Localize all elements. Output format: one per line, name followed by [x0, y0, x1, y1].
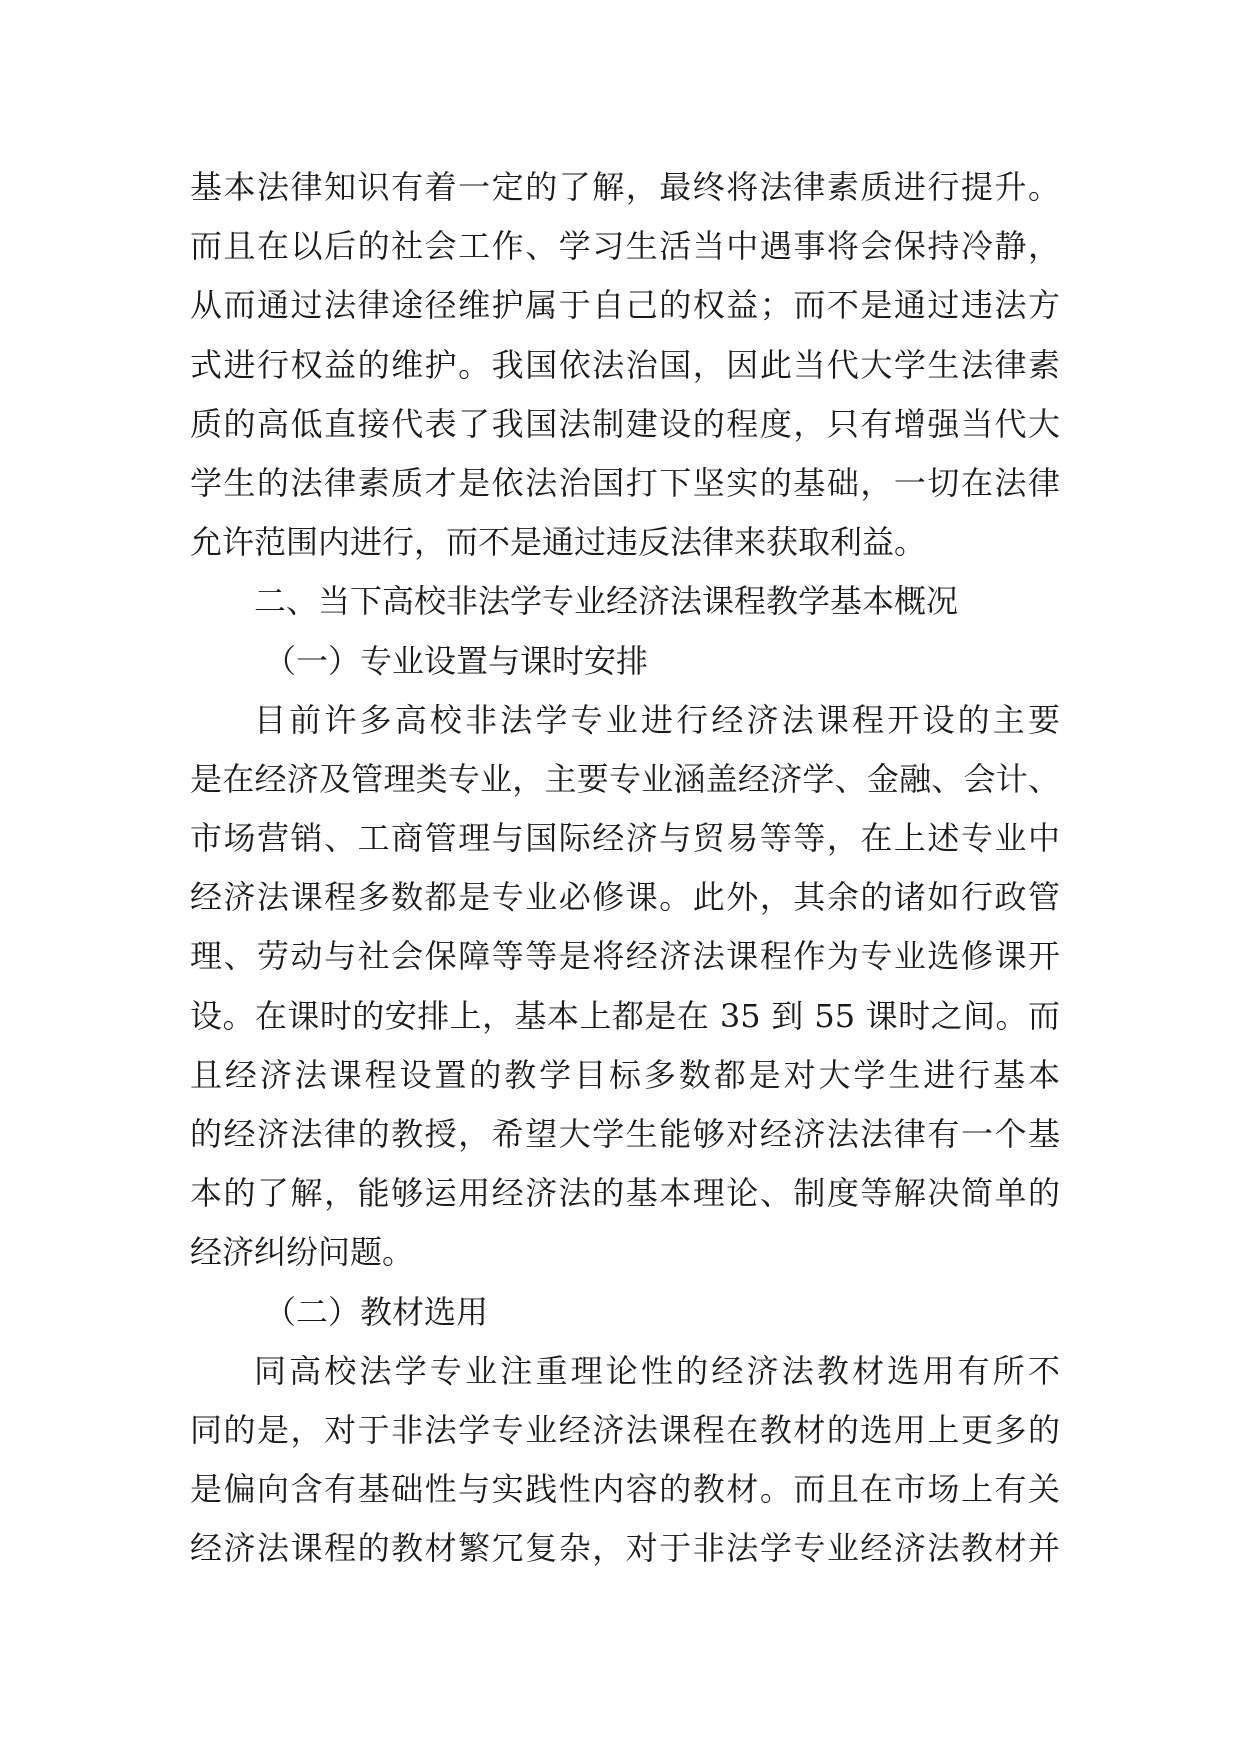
text-line: 是在经济及管理类专业，主要专业涵盖经济学、金融、会计、 — [190, 759, 1060, 798]
text-line: 经济法课程的教材繁冗复杂，对于非法学专业经济法教材并 — [190, 1529, 1060, 1568]
text-line: 是偏向含有基础性与实践性内容的教材。而且在市场上有关 — [190, 1470, 1060, 1509]
text-line: 设。在课时的安排上，基本上都是在 35 到 55 课时之间。而 — [190, 996, 1060, 1035]
text-line: 同高校法学专业注重理论性的经济法教材选用有所不 — [254, 1351, 1060, 1390]
text-line: 市场营销、工商管理与国际经济与贸易等等，在上述专业中 — [190, 819, 1060, 858]
body-text — [190, 158, 1060, 1579]
text-line: 经济法课程多数都是专业必修课。此外，其余的诸如行政管 — [190, 878, 1060, 917]
text-line: 从而通过法律途径维护属于自己的权益；而不是通过违法方 — [190, 286, 1060, 325]
text-line: 式进行权益的维护。我国依法治国，因此当代大学生法律素 — [190, 345, 1060, 384]
text-line: 质的高低直接代表了我国法制建设的程度，只有增强当代大 — [190, 404, 1060, 443]
section-heading: 二、当下高校非法学专业经济法课程教学基本概况 — [254, 582, 959, 621]
text-line: 目前许多高校非法学专业进行经济法课程开设的主要 — [254, 700, 1060, 739]
text-line: 的经济法律的教授，希望大学生能够对经济法法律有一个基 — [190, 1115, 1060, 1153]
text-line: 而且在以后的社会工作、学习生活当中遇事将会保持冷静， — [190, 227, 1060, 266]
text-line: 同的是，对于非法学专业经济法课程在教材的选用上更多的 — [190, 1410, 1060, 1449]
subsection-heading: （二）教材选用 — [264, 1292, 489, 1331]
text-line: 理、劳动与社会保障等等是将经济法课程作为专业选修课开 — [190, 937, 1060, 976]
text-line: 且经济法课程设置的教学目标多数都是对大学生进行基本 — [190, 1055, 1060, 1094]
subsection-heading: （一）专业设置与课时安排 — [264, 641, 649, 680]
text-line: 允许范围内进行，而不是通过违反法律来获取利益。 — [190, 523, 927, 562]
text-line: 本的了解，能够运用经济法的基本理论、制度等解决简单的 — [190, 1174, 1060, 1213]
text-line: 基本法律知识有着一定的了解，最终将法律素质进行提升。 — [190, 168, 1060, 206]
text-line: 学生的法律素质才是依法治国打下坚实的基础，一切在法律 — [190, 463, 1060, 502]
text-line: 经济纠纷问题。 — [190, 1233, 415, 1272]
